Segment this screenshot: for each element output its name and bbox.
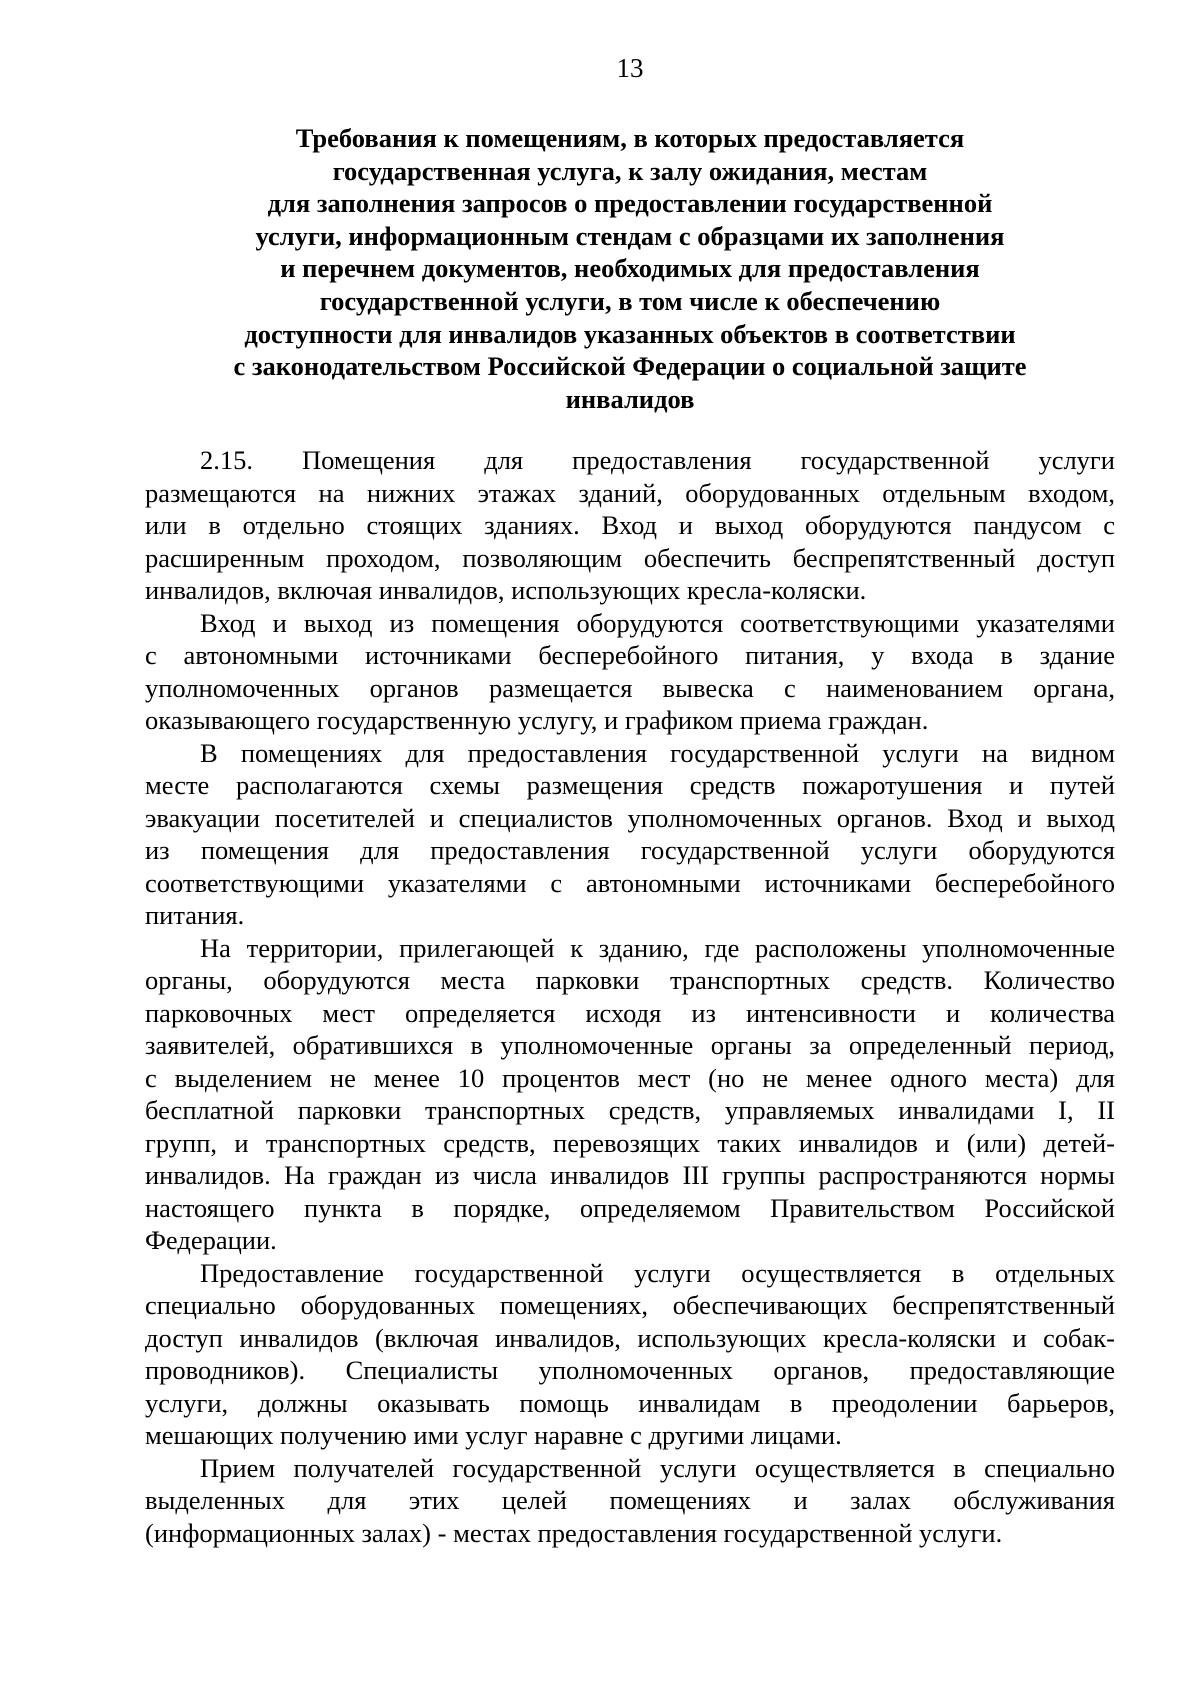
- heading-line: для заполнения запросов о предоставлении государственной: [267, 188, 993, 219]
- heading-line: государственной услуги, в том числе к обеспечению: [319, 285, 941, 316]
- text-line: или в отдельно стоящих зданиях. Вход и выход оборудуются пандусом с: [145, 510, 1115, 540]
- text-line: питания.: [145, 900, 245, 930]
- paragraph-parking: [145, 932, 1115, 1257]
- section-heading: [145, 122, 1115, 415]
- heading-line: инвалидов: [565, 383, 695, 414]
- text-line: проводников). Специалисты уполномоченных органов, предоставляющие: [145, 1355, 1115, 1385]
- text-line: инвалидов. На граждан из числа инвалидов III группы распространяются нормы: [145, 1160, 1115, 1190]
- heading-line: и перечнем документов, необходимых для предоставления: [280, 253, 980, 284]
- text-line: парковочных мест определяется исходя из интенсивности и количества: [145, 997, 1115, 1028]
- text-line: уполномоченных органов размещается вывеска с наименованием органа,: [145, 672, 1115, 703]
- document-body: [145, 444, 1115, 1549]
- text-line: органы, оборудуются места парковки транспортных средств. Количество: [145, 965, 1115, 995]
- text-line: из помещения для предоставления государственной услуги оборудуются: [145, 835, 1115, 865]
- text-line: Федерации.: [145, 1225, 277, 1255]
- paragraph-evacuation-schemes: [145, 737, 1115, 932]
- text-line: эвакуации посетителей и специалистов уполномоченных органов. Вход и выход: [145, 802, 1115, 833]
- text-line: заявителей, обратившихся в уполномоченные органы за определенный период,: [145, 1030, 1115, 1060]
- text-line: групп, и транспортных средств, перевозящих таких инвалидов и (или) детей-: [145, 1127, 1115, 1158]
- paragraph-reception: [145, 1452, 1115, 1550]
- text-line: с выделением не менее 10 процентов мест (но не менее одного места) для: [145, 1062, 1115, 1093]
- text-line: мешающих получению ими услуг наравне с другими лицами.: [145, 1420, 842, 1450]
- heading-line: услуги, информационным стендам с образцами их заполнения: [255, 220, 1005, 251]
- text-line: размещаются на нижних этажах зданий, оборудованных отдельным входом,: [145, 477, 1115, 508]
- text-line: Предоставление государственной услуги осуществляется в отдельных: [200, 1257, 1115, 1288]
- paragraph-2-15: [145, 444, 1115, 607]
- heading-line: с законодательством Российской Федерации о социальной защите: [233, 351, 1027, 382]
- text-line: выделенных для этих целей помещениях и залах обслуживания: [145, 1485, 1115, 1515]
- heading-line: доступности для инвалидов указанных объектов в соответствии: [244, 318, 1016, 349]
- text-line: настоящего пункта в порядке, определяемом Правительством Российской: [145, 1192, 1115, 1223]
- text-line: расширенным проходом, позволяющим обеспечить беспрепятственный доступ: [145, 542, 1115, 573]
- text-line: В помещениях для предоставления государственной услуги на видном: [200, 737, 1115, 768]
- text-line: услуги, должны оказывать помощь инвалидам в преодолении барьеров,: [145, 1387, 1115, 1418]
- text-line: На территории, прилегающей к зданию, где расположены уполномоченные: [200, 932, 1115, 963]
- text-line: месте располагаются схемы размещения средств пожаротушения и путей: [145, 770, 1115, 800]
- text-line: Прием получателей государственной услуги осуществляется в специально: [200, 1452, 1115, 1483]
- text-line: доступ инвалидов (включая инвалидов, использующих кресла-коляски и собак-: [145, 1322, 1115, 1353]
- text-line: с автономными источниками бесперебойного питания, у входа в здание: [145, 640, 1115, 670]
- text-line: инвалидов, включая инвалидов, использующих кресла-коляски.: [145, 575, 867, 605]
- text-line: (информационных залах) - местах предоставления государственной услуги.: [145, 1517, 1003, 1548]
- page-number: 13: [616, 53, 644, 83]
- paragraph-entrance-signage: [145, 607, 1115, 737]
- text-line: специально оборудованных помещениях, обеспечивающих беспрепятственный: [145, 1290, 1115, 1320]
- text-line: 2.15. Помещения для предоставления государственной услуги: [200, 445, 1115, 475]
- heading-line: государственная услуга, к залу ожидания, местам: [332, 155, 928, 186]
- text-line: бесплатной парковки транспортных средств, управляемых инвалидами I, II: [145, 1095, 1115, 1125]
- heading-line: Требования к помещениям, в которых предоставляется: [295, 123, 965, 153]
- text-line: соответствующими указателями с автономными источниками бесперебойного: [145, 867, 1115, 898]
- text-line: Вход и выход из помещения оборудуются соответствующими указателями: [200, 607, 1115, 638]
- paragraph-special-premises: [145, 1257, 1115, 1452]
- text-line: оказывающего государственную услугу, и графиком приема граждан.: [145, 705, 929, 735]
